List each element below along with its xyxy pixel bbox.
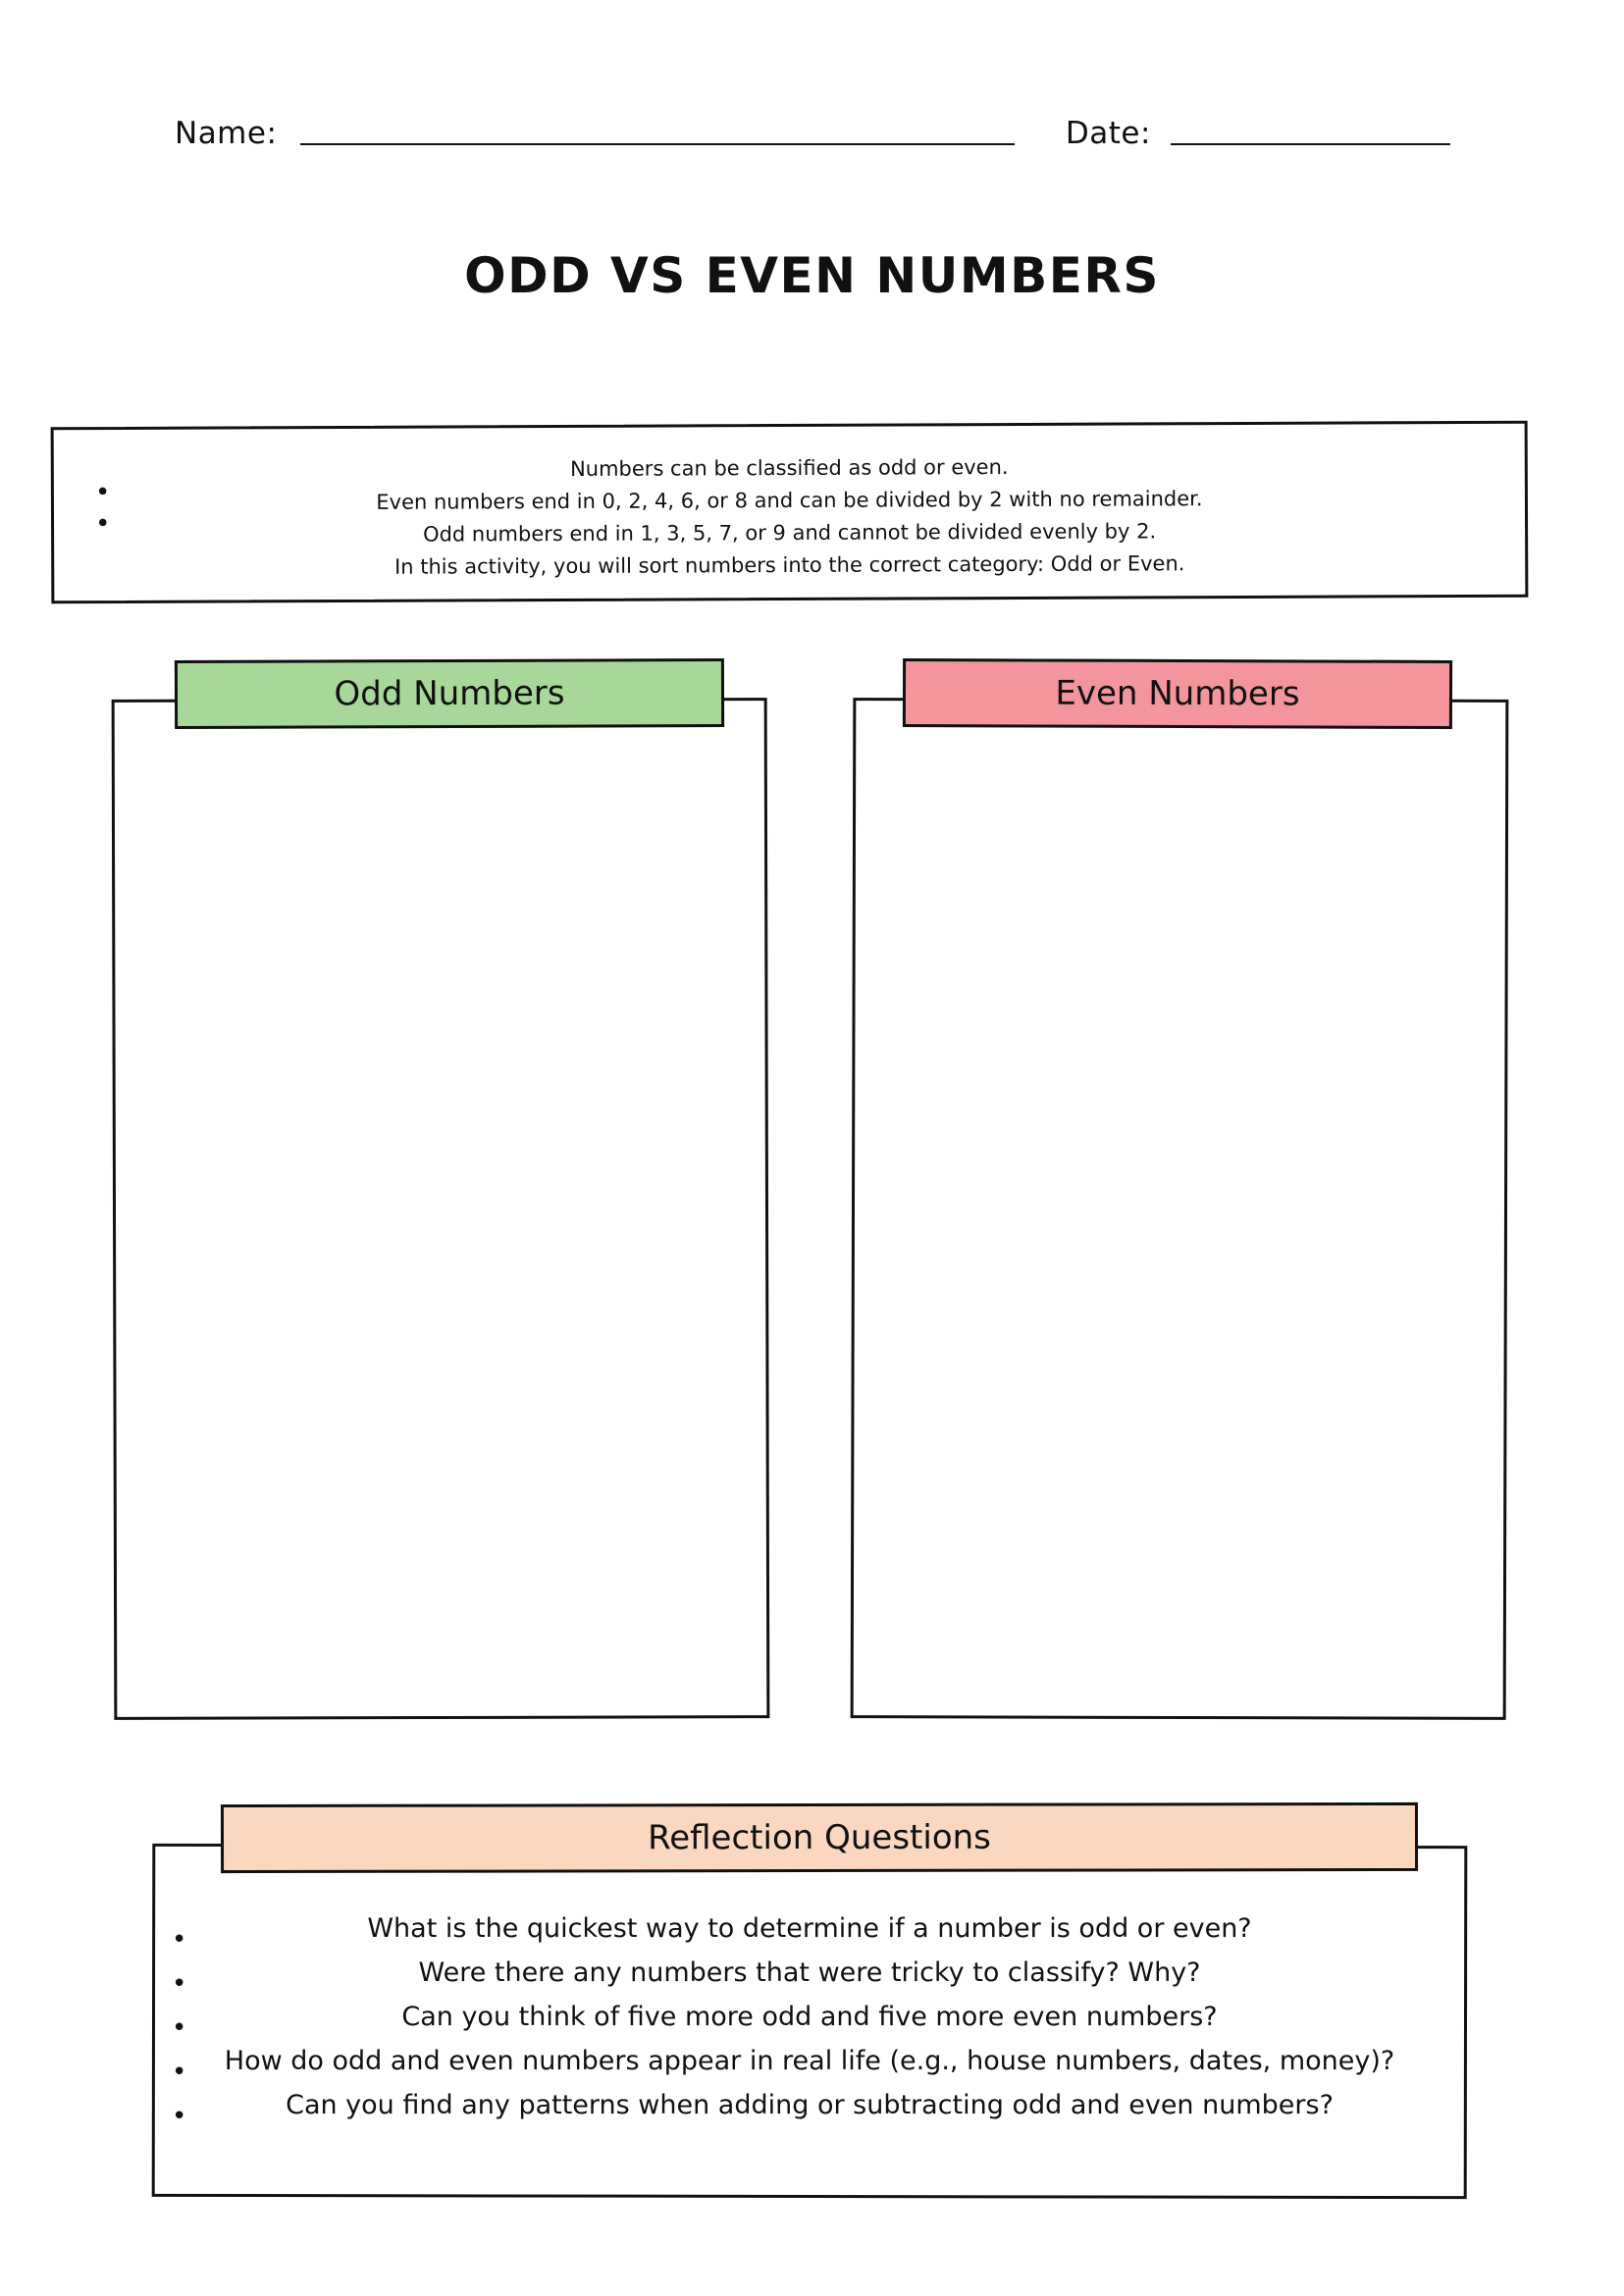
name-label: Name: <box>175 116 278 151</box>
bullet-icon: • <box>94 478 111 508</box>
odd-numbers-label: Odd Numbers <box>334 673 565 714</box>
instructions-text <box>54 449 1526 586</box>
bullet-icon: • <box>172 2013 187 2043</box>
reflection-heading-label: Reflection Questions <box>648 1817 991 1858</box>
reflection-question: Can you think of five more odd and five more even numbers? <box>401 2002 1218 2032</box>
bullet-icon: • <box>172 1925 187 1955</box>
odd-numbers-answer-area[interactable] <box>112 698 770 1720</box>
instructions-box <box>51 421 1529 604</box>
reflection-question: What is the quickest way to determine if a number is odd or even? <box>367 1913 1252 1944</box>
even-numbers-header <box>903 658 1452 729</box>
instructions-line: Numbers can be classified as odd or even. <box>570 455 1009 481</box>
bullet-icon: • <box>172 1969 187 1999</box>
reflection-question: How do odd and even numbers appear in real life (e.g., house numbers, dates, money)? <box>224 2046 1395 2076</box>
instructions-line: Even numbers end in 0, 2, 4, 6, or 8 and can be divided by 2 with no remainder. <box>376 487 1203 514</box>
odd-numbers-header <box>175 658 724 729</box>
reflection-question: Were there any numbers that were tricky to classify? Why? <box>418 1957 1201 1988</box>
even-numbers-answer-area[interactable] <box>851 698 1509 1720</box>
reflection-questions <box>152 1906 1467 2127</box>
date-input-line[interactable] <box>1171 142 1450 145</box>
instructions-line: In this activity, you will sort numbers into the correct category: Odd or Even. <box>393 551 1185 579</box>
bullet-icon: • <box>172 2058 187 2087</box>
bullet-icon: • <box>172 2102 187 2131</box>
instructions-line: Odd numbers end in 1, 3, 5, 7, or 9 and cannot be divided evenly by 2. <box>422 519 1157 547</box>
even-numbers-label: Even Numbers <box>1055 673 1300 714</box>
name-input-line[interactable] <box>300 142 1014 145</box>
date-label: Date: <box>1065 116 1151 151</box>
student-info-row <box>175 116 1450 151</box>
bullet-icon: • <box>94 509 111 540</box>
reflection-header <box>221 1802 1418 1873</box>
reflection-question: Can you find any patterns when adding or subtracting odd and even numbers? <box>286 2090 1334 2120</box>
page-title: ODD VS EVEN NUMBERS <box>464 247 1160 304</box>
